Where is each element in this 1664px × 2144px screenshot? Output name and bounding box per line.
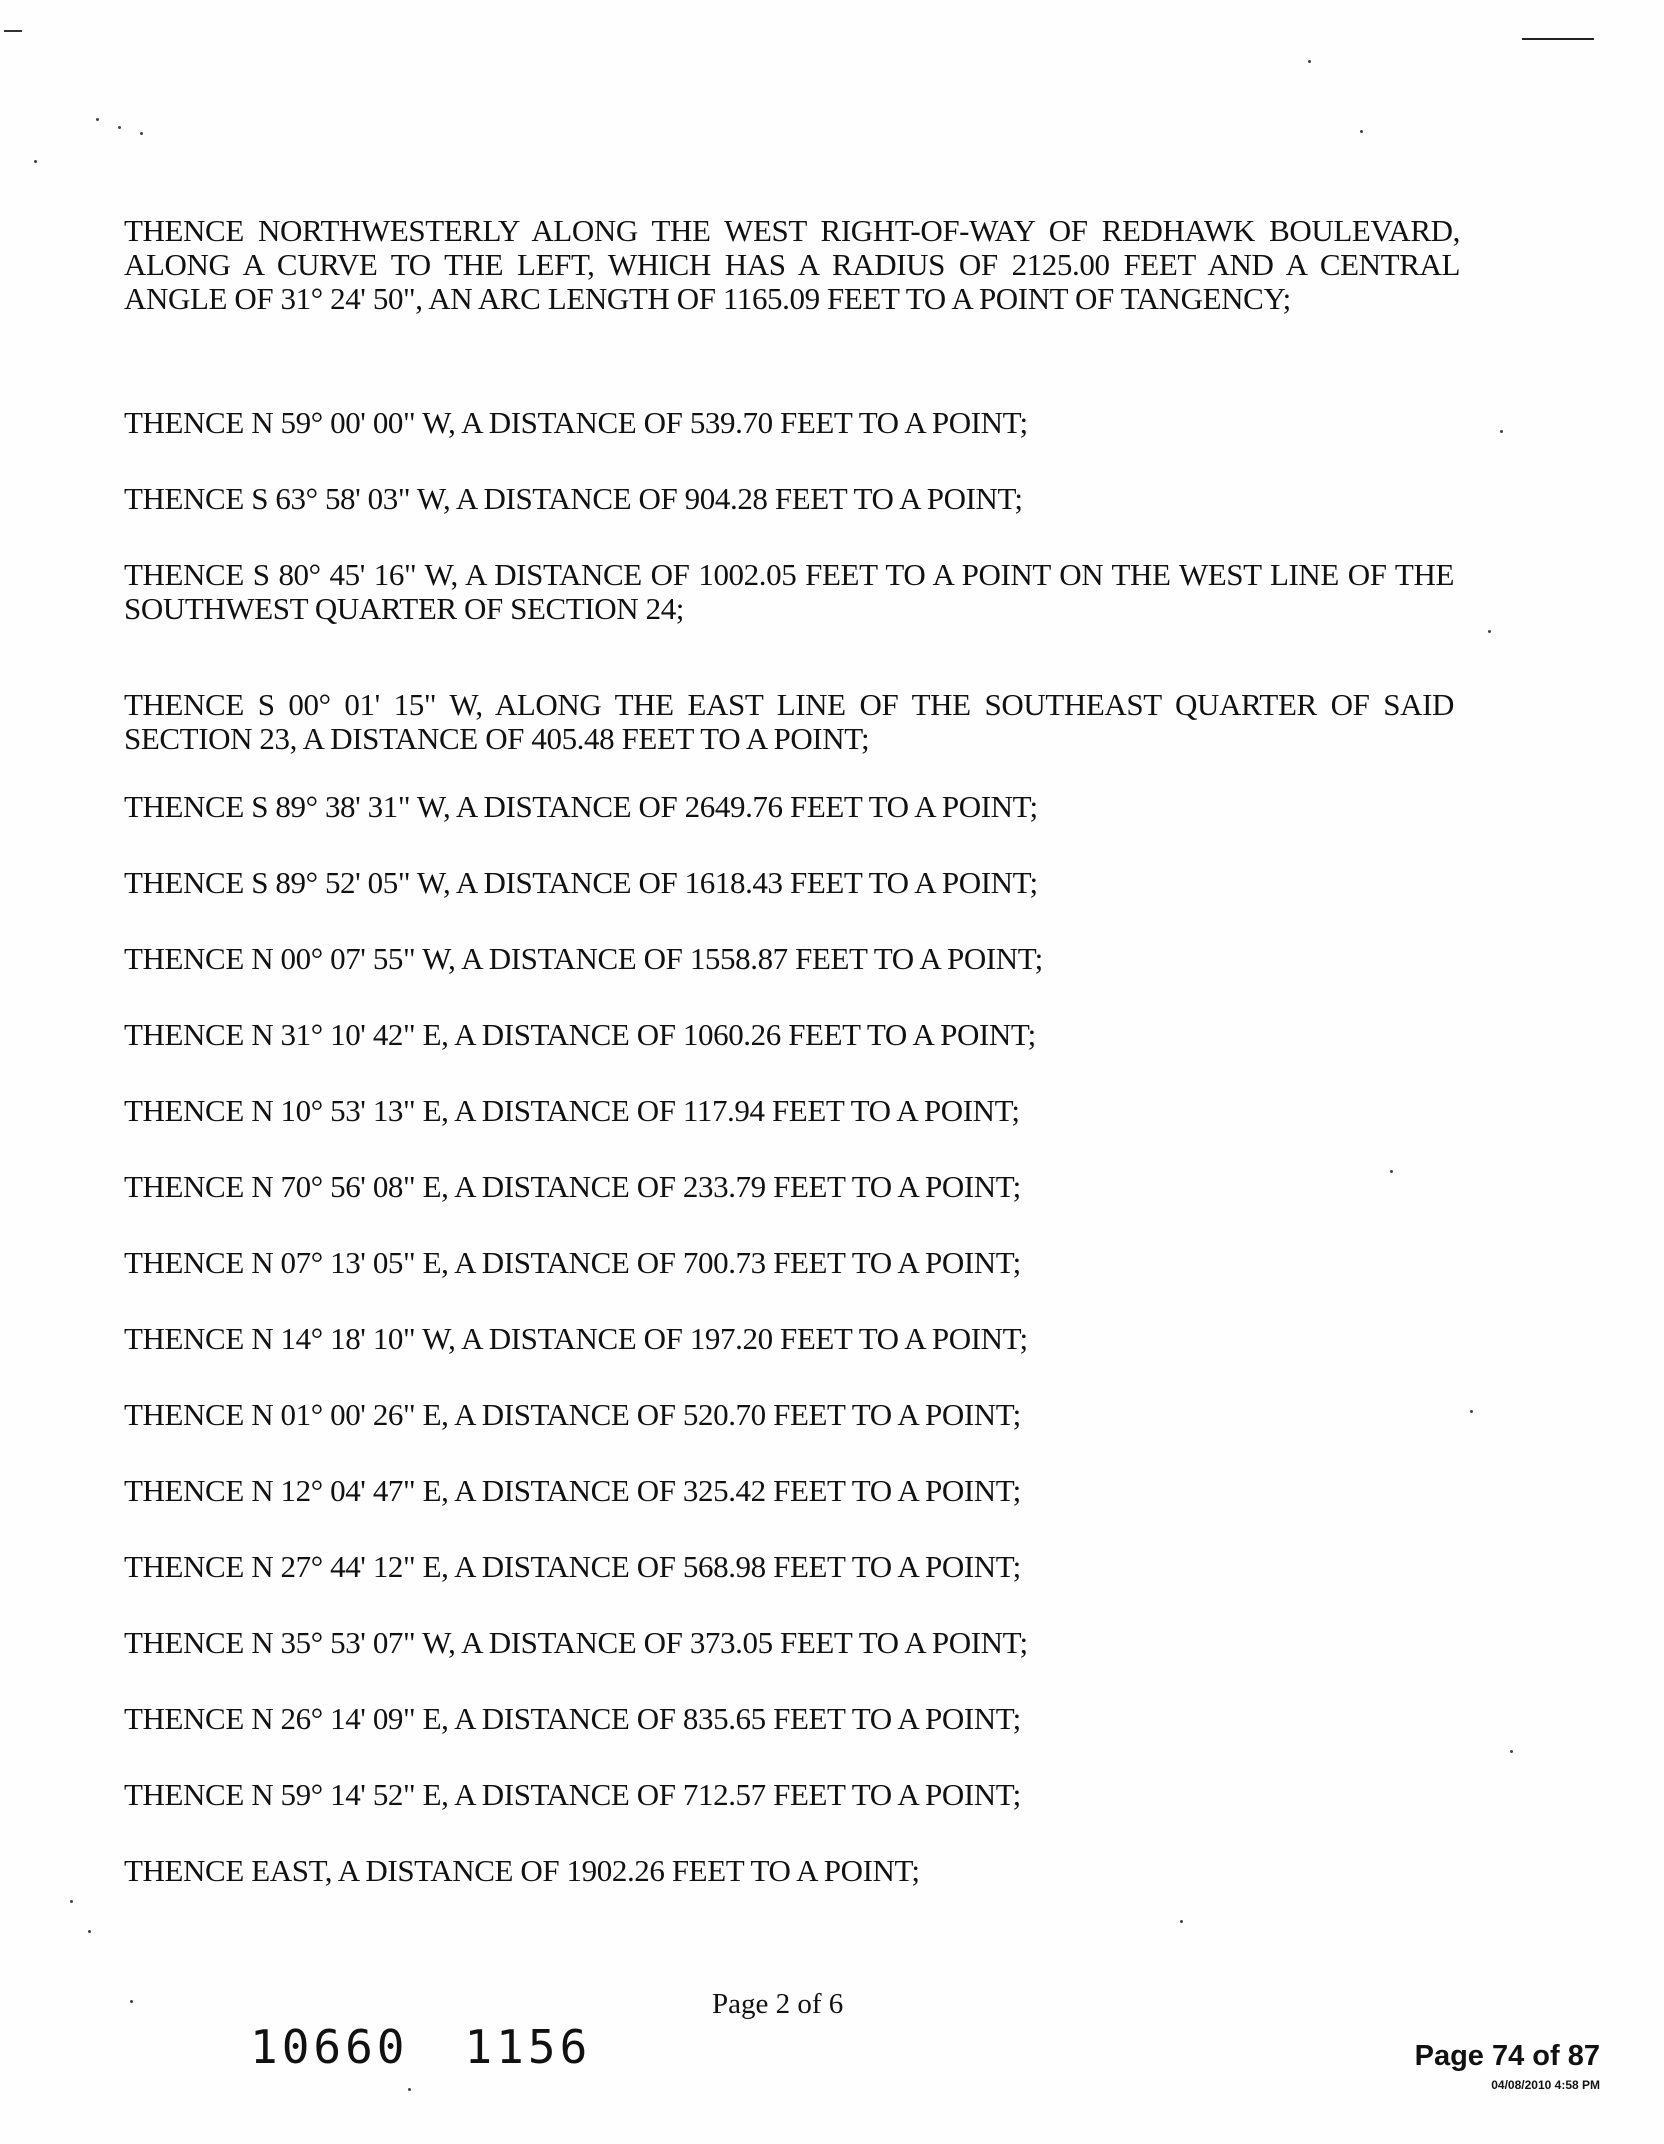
footer-page-number: Page 74 of 87 [1414,2040,1600,2072]
scan-speck [1360,130,1363,133]
footer-timestamp: 04/08/2010 4:58 PM [1491,2078,1600,2092]
paragraph-course: THENCE S 00° 01' 15" W, ALONG THE EAST LINE OF THE SOUTHEAST QUARTER OF SAID SECTION 23, A DISTANCE OF 405.48 FEET TO A POINT; [124,687,1454,756]
scan-speck [1510,1750,1513,1753]
paragraph-course: THENCE N 27° 44' 12" E, A DISTANCE OF 568.98 FEET TO A POINT; [124,1549,1021,1584]
scan-speck [1488,630,1491,633]
paragraph-course: THENCE N 14° 18' 10" W, A DISTANCE OF 197.20 FEET TO A POINT; [124,1321,1028,1356]
paragraph-course: THENCE EAST, A DISTANCE OF 1902.26 FEET TO A POINT; [124,1853,920,1888]
paragraph-course: THENCE N 01° 00' 26" E, A DISTANCE OF 520.70 FEET TO A POINT; [124,1397,1021,1432]
page-number-inner: Page 2 of 6 [712,1988,844,2020]
paragraph-course: THENCE N 70° 56' 08" E, A DISTANCE OF 233.79 FEET TO A POINT; [124,1169,1021,1204]
scan-speck [1470,1410,1473,1413]
stamp-book-number: 10660 [250,2020,409,2074]
scan-mark [4,30,22,32]
scan-speck [140,132,143,135]
scan-speck [130,2000,133,2003]
scan-speck [88,1930,91,1933]
scan-speck [34,160,37,163]
paragraph-course: THENCE N 12° 04' 47" E, A DISTANCE OF 325.42 FEET TO A POINT; [124,1473,1021,1508]
scan-speck [96,118,99,121]
scan-speck [408,2088,411,2091]
paragraph-course: THENCE N 26° 14' 09" E, A DISTANCE OF 835.65 FEET TO A POINT; [124,1701,1021,1736]
paragraph-course: THENCE N 59° 00' 00" W, A DISTANCE OF 539.70 FEET TO A POINT; [124,405,1028,440]
stamp-page-number: 1156 [464,2020,592,2074]
paragraph-course: THENCE S 63° 58' 03" W, A DISTANCE OF 904.28 FEET TO A POINT; [124,481,1023,516]
paragraph-course: THENCE N 10° 53' 13" E, A DISTANCE OF 117.94 FEET TO A POINT; [124,1093,1020,1128]
paragraph-course: THENCE N 31° 10' 42" E, A DISTANCE OF 1060.26 FEET TO A POINT; [124,1017,1036,1052]
paragraph-course: THENCE N 59° 14' 52" E, A DISTANCE OF 712.57 FEET TO A POINT; [124,1777,1021,1812]
scan-speck [118,126,121,129]
paragraph-course: THENCE S 80° 45' 16" W, A DISTANCE OF 1002.05 FEET TO A POINT ON THE WEST LINE OF THE SOUTHWEST QUARTER OF SECTION 24; [124,557,1454,626]
scan-rule [1522,38,1594,40]
paragraph-course: THENCE S 89° 52' 05" W, A DISTANCE OF 1618.43 FEET TO A POINT; [124,865,1038,900]
paragraph-curve: THENCE NORTHWESTERLY ALONG THE WEST RIGHT-OF-WAY OF REDHAWK BOULEVARD, ALONG A CURVE TO THE LEFT, WHICH HAS A RADIUS OF 2125.00 FEET AND A CENTRAL ANGLE OF 31° 24' 50", AN ARC LENGTH OF 1165.09 FEET TO A POINT OF TANGENCY; [124,213,1460,316]
recording-stamp [250,2020,591,2074]
paragraph-course: THENCE S 89° 38' 31" W, A DISTANCE OF 2649.76 FEET TO A POINT; [124,789,1038,824]
paragraph-course: THENCE N 35° 53' 07" W, A DISTANCE OF 373.05 FEET TO A POINT; [124,1625,1028,1660]
scan-speck [1500,430,1503,433]
scan-speck [1180,1920,1183,1923]
paragraph-course: THENCE N 00° 07' 55" W, A DISTANCE OF 1558.87 FEET TO A POINT; [124,941,1043,976]
scan-speck [1308,60,1311,63]
scan-speck [1390,1170,1393,1173]
scan-speck [70,1900,73,1903]
paragraph-course: THENCE N 07° 13' 05" E, A DISTANCE OF 700.73 FEET TO A POINT; [124,1245,1021,1280]
